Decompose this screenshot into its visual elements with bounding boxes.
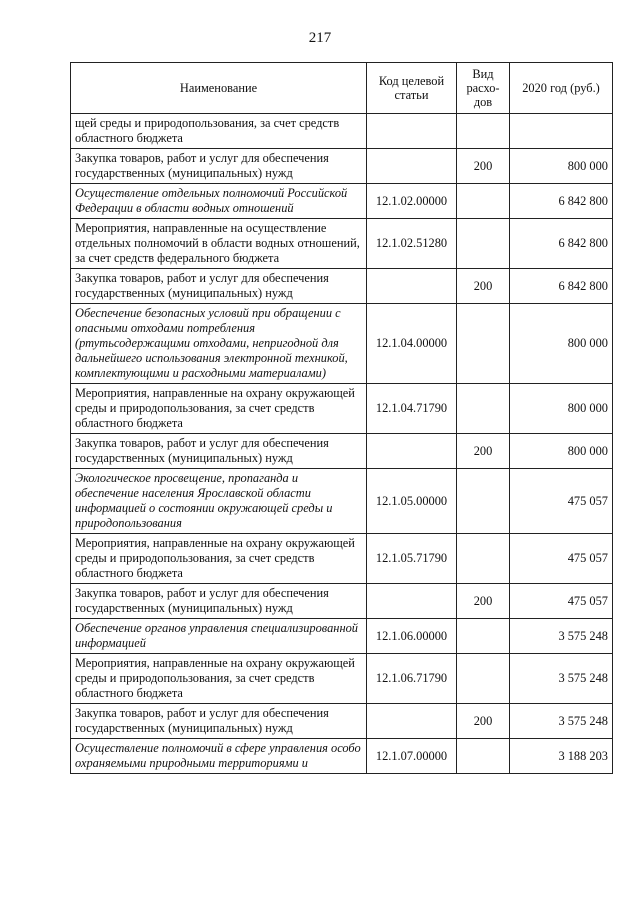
row-type-cell: 200 — [457, 149, 510, 184]
row-amount-cell: 800 000 — [510, 434, 613, 469]
row-code-cell: 12.1.04.71790 — [367, 384, 457, 434]
row-name-cell: Осуществление полномочий в сфере управления особо охраняемыми природными территориями и — [71, 739, 367, 774]
row-amount-cell: 3 575 248 — [510, 619, 613, 654]
table-row — [71, 184, 613, 219]
row-name-cell: Закупка товаров, работ и услуг для обеспечения государственных (муниципальных) нужд — [71, 149, 367, 184]
table-row — [71, 384, 613, 434]
row-amount-cell: 800 000 — [510, 304, 613, 384]
row-code-cell — [367, 434, 457, 469]
row-name-cell: Осуществление отдельных полномочий Российской Федерации в области водных отношений — [71, 184, 367, 219]
table-row — [71, 434, 613, 469]
table-row — [71, 704, 613, 739]
header-type: Вид расхо- дов — [457, 63, 510, 114]
row-type-cell: 200 — [457, 584, 510, 619]
table-row — [71, 269, 613, 304]
row-type-cell: 200 — [457, 269, 510, 304]
row-name-cell: Мероприятия, направленные на охрану окружающей среды и природопользования, за счет средств областного бюджета — [71, 534, 367, 584]
row-code-cell: 12.1.04.00000 — [367, 304, 457, 384]
row-type-cell: 200 — [457, 434, 510, 469]
row-amount-cell: 3 575 248 — [510, 654, 613, 704]
row-code-cell: 12.1.07.00000 — [367, 739, 457, 774]
row-name-cell: Обеспечение безопасных условий при обращении с опасными отходами потребления (ртутьсодержащими отходами, непригодной для дальнейшего использования электронной техникой, комплектующими и расходными материалами) — [71, 304, 367, 384]
table-header-row — [71, 63, 613, 114]
row-name-cell: Закупка товаров, работ и услуг для обеспечения государственных (муниципальных) нужд — [71, 269, 367, 304]
row-type-cell — [457, 654, 510, 704]
row-code-cell: 12.1.02.51280 — [367, 219, 457, 269]
row-type-cell — [457, 739, 510, 774]
row-type-cell — [457, 219, 510, 269]
row-code-cell: 12.1.02.00000 — [367, 184, 457, 219]
budget-table — [70, 62, 613, 774]
row-name-cell: Мероприятия, направленные на охрану окружающей среды и природопользования, за счет средств областного бюджета — [71, 384, 367, 434]
row-amount-cell: 6 842 800 — [510, 219, 613, 269]
row-type-cell — [457, 114, 510, 149]
row-amount-cell: 475 057 — [510, 534, 613, 584]
table-row — [71, 584, 613, 619]
row-name-cell: Мероприятия, направленные на осуществление отдельных полномочий в области водных отношений, за счет средств федерального бюджета — [71, 219, 367, 269]
row-amount-cell: 6 842 800 — [510, 269, 613, 304]
row-code-cell — [367, 114, 457, 149]
row-type-cell — [457, 184, 510, 219]
row-code-cell: 12.1.05.71790 — [367, 534, 457, 584]
table-row — [71, 619, 613, 654]
row-type-cell — [457, 534, 510, 584]
row-amount-cell: 475 057 — [510, 584, 613, 619]
row-code-cell — [367, 584, 457, 619]
table-row — [71, 469, 613, 534]
page-number: 217 — [308, 30, 332, 46]
row-amount-cell — [510, 114, 613, 149]
row-code-cell: 12.1.06.71790 — [367, 654, 457, 704]
table-row — [71, 304, 613, 384]
table-row — [71, 534, 613, 584]
table-row — [71, 654, 613, 704]
row-code-cell — [367, 269, 457, 304]
row-name-cell: Закупка товаров, работ и услуг для обеспечения государственных (муниципальных) нужд — [71, 584, 367, 619]
row-name-cell: Мероприятия, направленные на охрану окружающей среды и природопользования, за счет средств областного бюджета — [71, 654, 367, 704]
header-code: Код целевой статьи — [367, 63, 457, 114]
row-name-cell: Обеспечение органов управления специализированной информацией — [71, 619, 367, 654]
row-amount-cell: 6 842 800 — [510, 184, 613, 219]
row-amount-cell: 475 057 — [510, 469, 613, 534]
row-type-cell — [457, 384, 510, 434]
row-code-cell — [367, 149, 457, 184]
table-row — [71, 149, 613, 184]
header-name: Наименование — [71, 63, 367, 114]
row-amount-cell: 3 188 203 — [510, 739, 613, 774]
row-type-cell: 200 — [457, 704, 510, 739]
table-row — [71, 114, 613, 149]
row-code-cell: 12.1.06.00000 — [367, 619, 457, 654]
row-code-cell — [367, 704, 457, 739]
table-row — [71, 219, 613, 269]
row-amount-cell: 3 575 248 — [510, 704, 613, 739]
row-type-cell — [457, 619, 510, 654]
row-name-cell: щей среды и природопользования, за счет средств областного бюджета — [71, 114, 367, 149]
row-amount-cell: 800 000 — [510, 149, 613, 184]
row-type-cell — [457, 304, 510, 384]
row-name-cell: Закупка товаров, работ и услуг для обеспечения государственных (муниципальных) нужд — [71, 434, 367, 469]
row-name-cell: Экологическое просвещение, пропаганда и обеспечение населения Ярославской области информацией о состоянии окружающей среды и природопользования — [71, 469, 367, 534]
row-amount-cell: 800 000 — [510, 384, 613, 434]
row-code-cell: 12.1.05.00000 — [367, 469, 457, 534]
header-amount: 2020 год (руб.) — [510, 63, 613, 114]
table-row — [71, 739, 613, 774]
row-name-cell: Закупка товаров, работ и услуг для обеспечения государственных (муниципальных) нужд — [71, 704, 367, 739]
table-body — [71, 114, 613, 774]
row-type-cell — [457, 469, 510, 534]
